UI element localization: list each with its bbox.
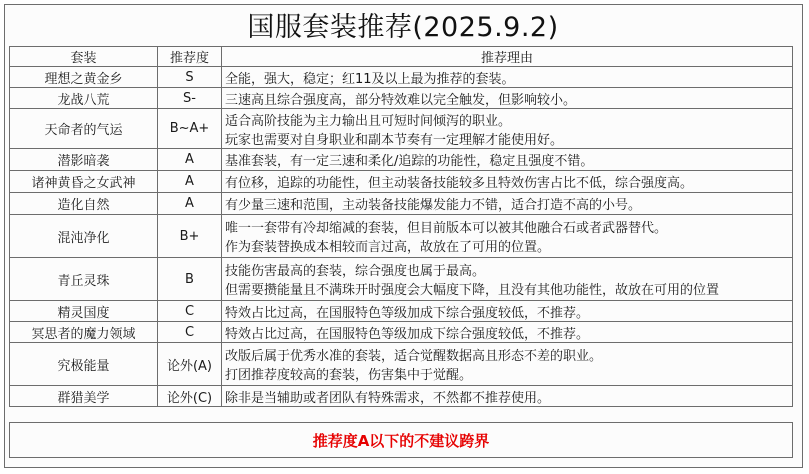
table-row: [10, 67, 793, 88]
reason-line: 作为套装替换成本相较而言过高，故放在了可用的位置。: [225, 240, 551, 255]
set-grade: 论外(C): [158, 386, 222, 407]
set-reason: [222, 258, 793, 301]
set-reason: [222, 343, 793, 386]
table-row: [10, 215, 793, 258]
set-name: 混沌净化: [10, 215, 158, 258]
table-row: [10, 149, 793, 171]
reason-line: 唯一一套带有冷却缩减的套装，但目前版本可以被其他融合石或者武器替代。: [225, 221, 668, 236]
header-reason: 推荐理由: [222, 47, 793, 67]
reason-line: 技能伤害最高的套装，综合强度也属于最高。: [225, 264, 486, 279]
set-name: 潜影暗袭: [10, 149, 158, 171]
table-row: [10, 193, 793, 215]
reason-line: 三速高且综合强度高，部分特效难以完全触发，但影响较小。: [225, 92, 577, 108]
set-grade: B: [158, 258, 222, 301]
set-name: 群猎美学: [10, 386, 158, 407]
set-name: 造化自然: [10, 193, 158, 215]
reason-line: 改版后属于优秀水准的套装，适合觉醒数据高且形态不差的职业。: [225, 349, 603, 364]
table-row: [10, 109, 793, 149]
set-reason: [222, 88, 793, 109]
set-name: 究极能量: [10, 343, 158, 386]
table-row: [10, 171, 793, 193]
set-reason: [222, 215, 793, 258]
reason-line: 特效占比过高，在国服特色等级加成下综合强度较低，不推荐。: [225, 305, 590, 321]
set-grade: A: [158, 193, 222, 215]
set-grade: 论外(A): [158, 343, 222, 386]
reason-line: 但需要攒能量且不满珠开时强度会大幅度下降，且没有其他功能性，故放在可用的位置: [225, 283, 720, 298]
reason-line: 全能，强大，稳定；红11及以上最为推荐的套装。: [225, 71, 515, 87]
set-name: 冥思者的魔力领域: [10, 322, 158, 343]
set-reason: [222, 301, 793, 322]
table-row: [10, 322, 793, 343]
reason-line: 基准套装，有一定三速和柔化/追踪的功能性，稳定且强度不错。: [225, 154, 594, 169]
header-grade: 推荐度: [158, 47, 222, 67]
set-name: 龙战八荒: [10, 88, 158, 109]
set-reason: [222, 386, 793, 407]
set-grade: C: [158, 322, 222, 343]
table-row: [10, 343, 793, 386]
set-name: 理想之黄金乡: [10, 67, 158, 88]
set-name: 青丘灵珠: [10, 258, 158, 301]
set-reason: [222, 171, 793, 193]
set-reason: [222, 67, 793, 88]
reason-line: 除非是当辅助或者团队有特殊需求，不然都不推荐使用。: [225, 390, 551, 406]
table-row: [10, 88, 793, 109]
reason-line: 有少量三速和范围，主动装备技能爆发能力不错，适合打造不高的小号。: [225, 198, 642, 213]
set-reason: [222, 193, 793, 215]
set-grade: B+: [158, 215, 222, 258]
reason-line: 特效占比过高，在国服特色等级加成下综合强度较低，不推荐。: [225, 326, 590, 342]
set-grade: S-: [158, 88, 222, 109]
set-name: 天命者的气运: [10, 109, 158, 149]
set-reason: [222, 149, 793, 171]
reason-line: 玩家也需要对自身职业和副本节奏有一定理解才能使用好。: [225, 132, 564, 148]
set-name: 精灵国度: [10, 301, 158, 322]
reason-line: 打团推荐度较高的套装，伤害集中于觉醒。: [225, 368, 473, 383]
set-recommendation-table: [9, 46, 793, 407]
reason-line: 适合高阶技能为主力输出且可短时间倾泻的职业。: [225, 113, 512, 129]
reason-line: 有位移，追踪的功能性，但主动装备技能较多且特效伤害占比不低，综合强度高。: [225, 176, 694, 191]
set-grade: A: [158, 149, 222, 171]
footer-note: 推荐度A以下的不建议跨界: [9, 422, 793, 458]
set-reason: [222, 322, 793, 343]
table-row: [10, 386, 793, 407]
page-title: 国服套装推荐(2025.9.2): [247, 12, 559, 43]
set-grade: S: [158, 67, 222, 88]
header-set: 套装: [10, 47, 158, 67]
set-grade: C: [158, 301, 222, 322]
set-reason: [222, 109, 793, 149]
table-row: [10, 258, 793, 301]
table-header-row: [10, 47, 793, 67]
table-row: [10, 301, 793, 322]
set-name: 诸神黄昏之女武神: [10, 171, 158, 193]
set-grade: B~A+: [158, 109, 222, 149]
set-grade: A: [158, 171, 222, 193]
